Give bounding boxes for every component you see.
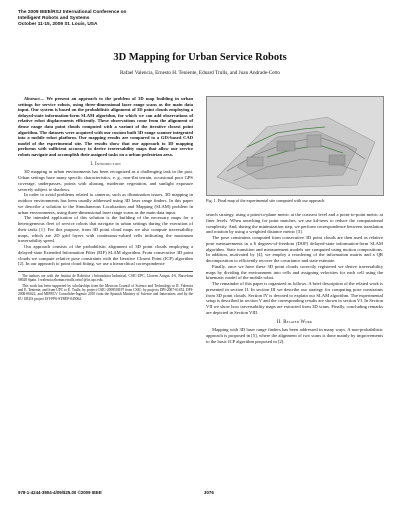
abstract xyxy=(18,96,193,158)
conference-line: Intelligent Robots and Systems xyxy=(18,16,90,22)
conference-line: October 11-15, 2009 St. Louis, USA xyxy=(18,22,98,28)
left-column xyxy=(18,96,193,302)
body-paragraph: Finally, once we have these 3D point clouds correctly registered we derive traversability maps by dividing the environment into cells and assigning velocities for each cell using the kinematic model of the mobile robot. xyxy=(206,263,383,281)
paper-authors: Rafael Valencia, Ernesto H. Teniente, Eduard Trulls, and Juan Andrade-Cetto xyxy=(119,70,281,76)
map-point-cloud-graphic xyxy=(207,97,383,195)
footnote xyxy=(18,271,193,301)
footer-isbn: 978-1-4244-3804-4/09/$25.00 ©2009 IEEE xyxy=(18,490,102,495)
intro-paragraph: The intended application of this solution is the building of the necessary maps for a heterogeneous fleet of service robots that navigate in urban settings during the execution of their tasks [1]. For this purpose, from 3D point cloud maps we also compute traversability maps, which are 2D grid layers with continuous-valued cells indicating the maximum traversability speed. xyxy=(18,215,193,244)
abstract-label: Abstract xyxy=(24,96,40,101)
body-paragraph: The remainder of this paper is organized as follows. A brief description of the related work is presented in section II. In section III we describe our strategy for computing pose constraints from 3D point clouds. Section IV is devoted to explain our SLAM algorithm. The experimental setup is described in section V and the corresponding results are shown in section VI. In Section VII we show how traversability maps are extracted from 3D scans. Finally, concluding remarks are depicted in Section VIII. xyxy=(206,281,383,315)
conference-line: The 2009 IEEE/RSJ International Conference on xyxy=(18,10,127,15)
section-heading-introduction: I. Introduction xyxy=(90,161,121,167)
section-heading-related-work: II. Related Work xyxy=(276,319,313,325)
related-work-paragraph: Mapping with 3D laser range finders has been addressed in many ways. A non-probabilistic approach is proposed in [5], where the alignment of two scans is done mainly by improvements to the basic ICP algorithm proposed in [2]. xyxy=(206,327,383,344)
footnote-affiliation: The authors are with the Institut de Robòtica i Informàtica Industrial, CSIC-UPC, Llorens Artigas 4-6, Barcelona 08028 Spain. {rvalencia,ehomar,etrulls,cetto}@iri.upc.edu. xyxy=(18,274,193,283)
right-column xyxy=(206,212,383,345)
paper-title: 3D Mapping for Urban Service Robots xyxy=(113,52,287,63)
figure-caption: Fig. 1. Final map of the experimental site computed with our approach. xyxy=(206,198,326,203)
intro-paragraph: Our approach consists of the probabilistic alignment of 3D point clouds employing a delayed-state Extended Information Filter (EIF) SLAM algorithm. From consecutive 3D point clouds we compute relative pose constraints with the Iterative Closest Point (ICP) algorithm [2]. In our approach to point cloud fitting, we use a hierarchical correspondence xyxy=(18,244,193,267)
abstract-text: — We present an approach to the problem of 3D map building in urban settings for service robots, using three-dimensional laser range scans as the main data input. Our system is based on the probabilistic alignment of 3D point clouds employing a delayed-state information-form SLAM algorithm, for which we can add observations of relative robot displacements efficiently. These observations come from the alignment of dense range data point clouds computed with a variant of the iterative closest point algorithm. The datasets were acquired with our custom built 3D range scanner integrated into a mobile robot platform. Our mapping results are compared to a GIS-based CAD model of the experimental site. The results show that our approach to 3D mapping performs with sufficient accuracy to derive traversability maps that allow our service robots navigate and accomplish their assigned tasks on a urban pedestrian area. xyxy=(18,96,193,157)
footnote-funding: This work has been supported by scholarships from the Mexican Council of Science and Technology to R. Valencia and E. Teniente, and from UPC to E. Trulls; by project CSIC-200850I197 from CSIC; by projects DPI-2007-61452, DPI-2008-06022, and MIPRCV Consolider-Ingenio 2010 from the Spanish Ministry of Science and Innovation; and by the EU URUS project IST-FP6-STREP-045062. xyxy=(18,283,193,301)
intro-paragraph: 3D mapping in urban environments has been recognized as a challenging task in the past. Urban settings have many specific characteristics, e. g., non-flat terrain, occasional poor GPS coverage, underpasses, points with aliasing, moderate vegetation, and sunlight exposure severely subject to shadows. xyxy=(18,169,193,192)
intro-paragraph: In order to avoid problems related to cameras, such as illumination issues, 3D mapping in outdoor environments has been usually addressed using 3D laser range finders. In this paper we describe a solution to the Simultaneous Localization and Mapping (SLAM) problem in urban environments, using three-dimensional laser range scans as the main data input. xyxy=(18,192,193,215)
body-paragraph: search strategy, using a point-to-plane metric at the coarsest level and a point-to-point metric at finer levels. When searching for point matches, we use kd-trees to reduce the computational complexity. And, during the minimization step, we perform correspondence between translation and rotation by using a weighted distance metric [3]. xyxy=(206,212,383,235)
figure-map-image xyxy=(206,96,384,196)
body-paragraph: The pose constraints computed from consecutive 3D point clouds are then used as relative pose measurements in a 6 degrees-of-freedom (DOF) delayed-state information-form SLAM algorithm. State transition and measurement models are computed using motion compositions. In addition, motivated by [4], we employ a reordering of the information matrix and a QR decomposition to efficiently recover the covariance and state estimate. xyxy=(206,235,383,263)
conference-header xyxy=(18,10,218,29)
page-number: 3076 xyxy=(204,490,214,495)
